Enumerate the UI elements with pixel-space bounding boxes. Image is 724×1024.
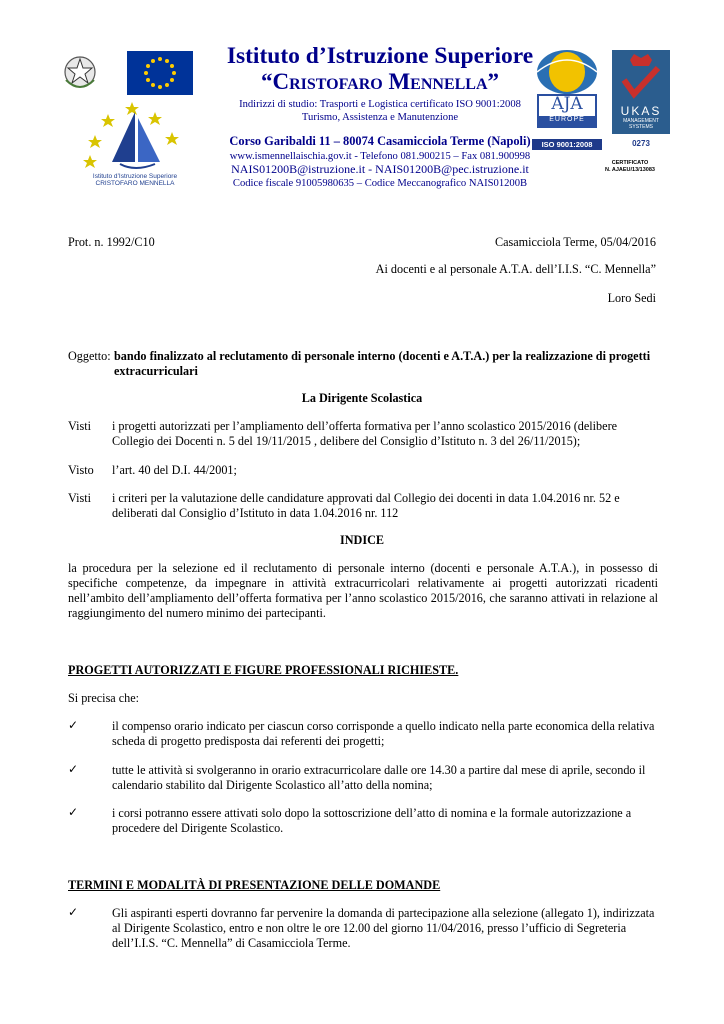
logo-caption-line1: Istituto d’Istruzione Superiore [92,173,178,180]
indice-line4: raggiungimento del numero minimo dei partecipanti. [68,606,326,620]
subject-line2: extracurriculari [114,364,198,378]
section-intro: Si precisa che: [68,691,140,705]
visto-label: Visto [68,463,94,477]
loro-sedi: Loro Sedi [607,291,656,305]
list-item-line2: al Dirigente Scolastico, entro e non oltre le ore 12.00 del giorno 11/04/2016, presso l’ufficio di Segreteria [112,921,627,935]
visti-text-line1: i progetti autorizzati per l’ampliamento dell’offerta formativa per l’anno scolastico 2015/2016 (delibere [112,419,618,433]
list-item-line1: tutte le attività si svolgeranno in orario extracurricolare dalle ore 14.30 a partire dal mese di aprile, secondo il [112,763,646,777]
school-sailboat-logo [80,100,190,175]
recipients: Ai docenti e al personale A.T.A. dell’I.I.S. “C. Mennella” [375,262,656,276]
subject-label: Oggetto: [68,349,111,363]
institute-title: Istituto d’Istruzione Superiore [226,43,534,69]
visto-text-line1: l’art. 40 del D.I. 44/2001; [112,463,237,477]
visti-text-line1: i criteri per la valutazione delle candidature approvati dal Collegio dei docenti in data 1.04.2016 nr. 52 e [112,491,620,505]
indice-heading: INDICE [339,533,385,547]
indice-line2: specifiche competenze, da impegnare in attività extracurricolari relativamente ai progetti autorizzati ricadenti [68,576,658,590]
check-icon: ✓ [68,905,79,919]
signer-heading: La Dirigente Scolastica [301,391,423,405]
list-item-line3: dell’I.I.S. “C. Mennella” di Casamicciola Terme. [112,936,351,950]
institute-name: “Cristofaro Mennella” [260,69,500,94]
list-item-line2: scheda di progetto predisposta dai referenti dei progetti; [112,734,385,748]
cert-line1: CERTIFICATO [611,160,649,166]
list-item-line1: i corsi potranno essere attivati solo dopo la sottoscrizione dell’atto di nomina e la formale autorizzazione a [112,806,632,820]
subject-line1: bando finalizzato al reclutamento di personale interno (docenti e A.T.A.) per la realizzazione di progetti [114,349,651,363]
fiscal-code-line: Codice fiscale 91005980635 – Codice Meccanografico NAIS01200B [232,178,528,189]
list-item-line1: il compenso orario indicato per ciascun corso corrisponde a quello indicato nella parte economica della relativa [112,719,655,733]
section-heading-terms: TERMINI E MODALITÀ DI PRESENTAZIONE DELLE DOMANDE [68,878,441,892]
aja-text: AJA [551,94,583,114]
address-line-2: Turismo, Assistenza e Manutenzione [301,112,459,123]
aja-sub: EUROPE [549,116,585,123]
address-line-1: Indirizzi di studio: Trasporti e Logistica certificato ISO 9001:2008 [239,99,521,110]
ukas-number: 0273 [632,139,650,148]
eu-flag-icon [127,51,193,95]
ukas-sub: MANAGEMENT SYSTEMS [623,118,659,130]
iso-badge: ISO 9001:2008 [532,139,602,150]
certificate-label [590,160,670,174]
school-logo-caption [80,173,190,187]
section-heading-projects: PROGETTI AUTORIZZATI E FIGURE PROFESSIONALI RICHIESTE. [68,663,459,677]
visti-text-line2: Collegio dei Docenti n. 5 del 19/11/2015 , delibere del Consiglio d’Istituto n. 3 del 26/11/2015); [112,434,581,448]
check-icon: ✓ [68,805,79,819]
protocol-number: Prot. n. 1992/C10 [68,235,155,249]
address-line-3: Corso Garibaldi 11 – 80074 Casamicciola Terme (Napoli) [229,134,531,148]
list-item-line2: calendario stabilito dal Dirigente Scolastico all’atto della nomina; [112,778,433,792]
logo-caption-line2: CRISTOFARO MENNELLA [95,180,175,187]
check-icon: ✓ [68,762,79,776]
check-icon: ✓ [68,718,79,732]
indice-line1: la procedura per la selezione ed il reclutamento di personale interno (docenti e personale A.T.A.), in possesso di [68,561,658,575]
visti-label: Visti [68,419,91,433]
visti-text-line2: deliberati dal Consiglio d’Istituto in data 1.04.2016 nr. 112 [112,506,399,520]
contact-line: www.ismennellaischia.gov.it - Telefono 081.900215 – Fax 081.900998 [229,151,531,162]
ukas-text: UKAS [620,104,662,118]
list-item-line1: Gli aspiranti esperti dovranno far pervenire la domanda di partecipazione alla selezione (allegato 1), indirizzata [112,906,655,920]
italy-emblem-icon [60,50,100,94]
indice-line3: nell’ambito dell’ampliamento dell’offerta formativa per l’anno scolastico 2015/2016, che saranno attivati in relazione al [68,591,658,605]
place-date: Casamicciola Terme, 05/04/2016 [494,235,656,249]
cert-line2: N. AJAEU/13/13083 [605,167,655,173]
visti-label: Visti [68,491,91,505]
email-line: NAIS01200B@istruzione.it - NAIS01200B@pec.istruzione.it [231,162,529,176]
list-item-line2: procedere del Dirigente Scolastico. [112,821,284,835]
